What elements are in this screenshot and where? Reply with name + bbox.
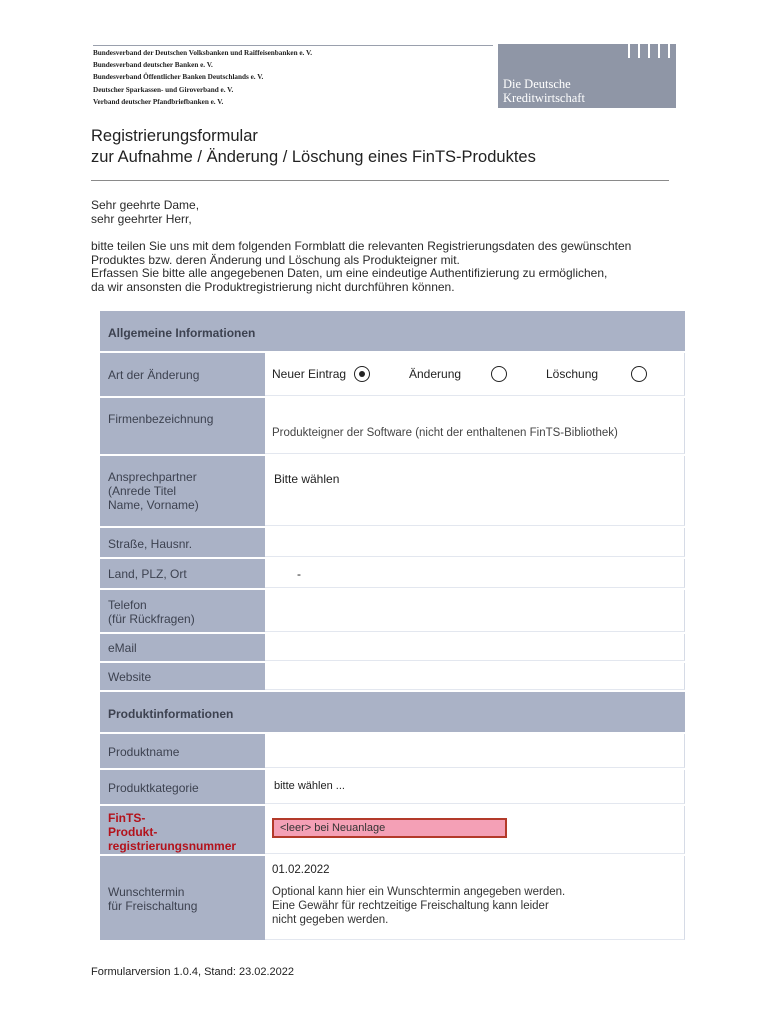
salutation: Sehr geehrte Dame, [91,198,200,212]
intro-text: bitte teilen Sie uns mit dem folgenden Formblatt die relevanten Registrierungsdaten des gewünschten [91,239,632,253]
website-field[interactable] [265,663,685,690]
association-list [93,45,493,108]
option-new-entry[interactable]: Neuer Eintrag [272,353,370,395]
radio-delete[interactable] [631,366,647,382]
page-title: Registrierungsformular zur Aufnahme / Änderung / Löschung eines FinTS-Produktes [91,127,536,166]
salutation: sehr geehrter Herr, [91,211,192,226]
street-label: Straße, Hausnr. [100,528,265,557]
contact-select[interactable] [265,456,685,526]
intro-letter [91,199,631,294]
section-product-header: Produktinformationen [100,692,685,734]
intro-text: Erfassen Sie bitte alle angegebenen Daten, um eine eindeutige Authentifizierung zu ermöglichen, [91,266,608,280]
country-separator: - [297,567,301,581]
association-item: Deutscher Sparkassen- und Giroverband e. V. [93,85,234,94]
title-divider [91,180,669,181]
company-field[interactable] [265,398,685,454]
phone-field[interactable] [265,590,685,632]
registration-number-label: FinTS- Produkt- registrierungsnummer [100,806,265,854]
desired-date-label: Wunschtermin für Freischaltung [100,856,265,940]
change-type-options [265,353,685,396]
product-name-field[interactable] [265,734,685,768]
association-item: Verband deutscher Pfandbriefbanken e. V. [93,97,224,106]
association-item: Bundesverband deutscher Banken e. V. [93,61,213,70]
radio-change[interactable] [491,366,507,382]
option-delete[interactable]: Löschung [546,353,647,395]
desired-date-note: Optional kann hier ein Wunschtermin angegeben werden. Eine Gewähr für rechtzeitige Freischaltung kann leider nicht gegeben werden. [272,886,566,926]
option-change[interactable]: Änderung [409,353,507,395]
phone-label: Telefon (für Rückfragen) [100,590,265,632]
country-field[interactable] [265,559,685,588]
association-item: Bundesverband Öffentlicher Banken Deutschlands e. V. [93,73,264,82]
registration-form [100,311,685,942]
radio-new-entry[interactable] [354,366,370,382]
product-category-value: bitte wählen ... [274,780,345,792]
contact-select-value: Bitte wählen [274,472,340,486]
desired-date-field[interactable]: 01.02.2022 [272,864,330,876]
email-field[interactable] [265,634,685,661]
intro-text: da wir ansonsten die Produktregistrierung nicht durchführen können. [91,279,455,294]
company-label: Firmenbezeichnung [100,398,265,454]
product-name-label: Produktname [100,734,265,768]
email-label: eMail [100,634,265,661]
logo-lines-icon [620,44,670,63]
intro-text: Produktes bzw. deren Änderung und Löschung als Produkteigner mit. [91,252,460,267]
product-category-label: Produktkategorie [100,770,265,804]
brand-logo [498,44,676,108]
street-field[interactable] [265,528,685,557]
change-type-label: Art der Änderung [100,353,265,396]
section-general-header: Allgemeine Informationen [100,311,685,353]
desired-date-cell [265,856,685,940]
country-label: Land, PLZ, Ort [100,559,265,588]
company-hint: Produkteigner der Software (nicht der enthaltenen FinTS-Bibliothek) [272,427,618,439]
product-category-select[interactable] [265,770,685,804]
brand-name: Die Deutsche Kreditwirtschaft [503,77,585,105]
association-item: Bundesverband der Deutschen Volksbanken und Raiffeisenbanken e. V. [93,49,313,57]
website-label: Website [100,663,265,690]
contact-label: Ansprechpartner (Anrede Titel Name, Vorname) [100,456,265,526]
registration-number-field[interactable]: <leer> bei Neuanlage [272,818,507,838]
registration-number-cell [265,806,685,854]
form-version: Formularversion 1.0.4, Stand: 23.02.2022 [91,966,295,978]
